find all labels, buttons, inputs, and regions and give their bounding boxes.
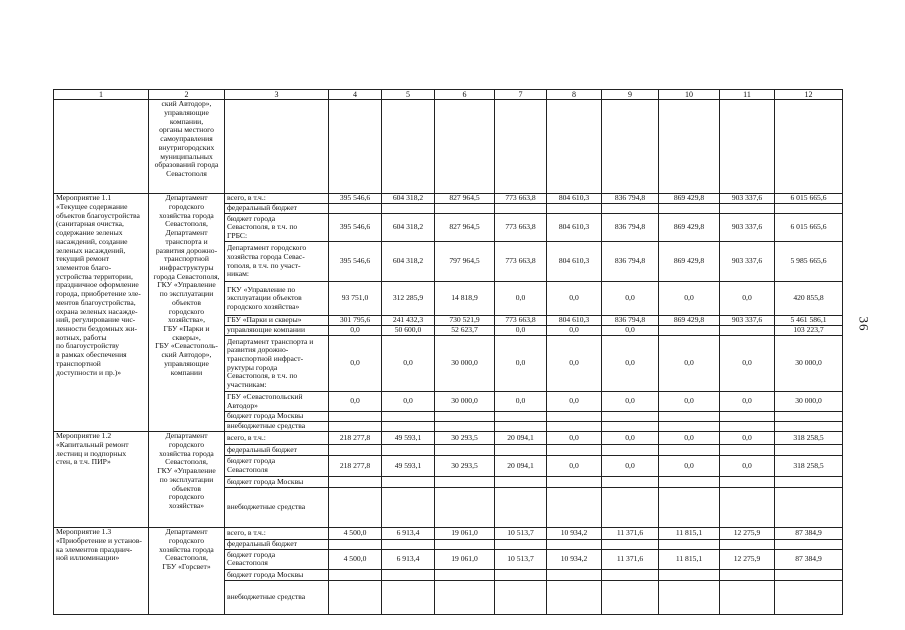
amount-cell	[775, 540, 843, 550]
amount-cell: 11 815,1	[659, 549, 720, 569]
amount-cell	[659, 412, 720, 422]
amount-cell: 6 015 665,6	[775, 214, 843, 242]
column-header: 8	[547, 90, 602, 100]
funding-source-cell: внебюджетные средства	[225, 488, 329, 528]
amount-cell: 87 384,9	[775, 528, 843, 540]
amount-cell: 318 258,5	[775, 456, 843, 477]
amount-cell	[775, 580, 843, 614]
table-row	[54, 528, 843, 540]
amount-cell: 869 429,8	[659, 194, 720, 204]
amount-cell: 773 663,8	[495, 316, 547, 326]
amount-cell	[775, 488, 843, 528]
amount-cell: 0,0	[547, 392, 602, 412]
amount-cell	[382, 488, 435, 528]
amount-cell	[602, 540, 659, 550]
empty-cell	[659, 100, 720, 194]
amount-cell: 836 794,8	[602, 214, 659, 242]
funding-source-cell: бюджет города Севастополя	[225, 456, 329, 477]
amount-cell	[329, 412, 382, 422]
amount-cell: 6 913,4	[382, 549, 435, 569]
amount-cell: 30 000,0	[435, 336, 495, 392]
amount-cell: 0,0	[495, 326, 547, 336]
column-header: 5	[382, 90, 435, 100]
amount-cell: 0,0	[547, 432, 602, 445]
amount-cell: 11 371,6	[602, 549, 659, 569]
measure-name-cell: Мероприятие 1.1 «Текущее содержание объектов благоустройства (санитарная очистка, содержание зеленых насаждений, создание зеленых насаждений, текущий ремонт элементов благо- устройства территории, праздничное оформление города, приобретение эле- ментов благоустройства, охрана зеленых насажде- ний, регулирование чис- ленности бездомных жи- вотных, работы по благоустройству в рамках обеспечения транспортной доступности и пр.)»	[54, 194, 149, 432]
amount-cell: 312 285,9	[382, 282, 435, 316]
amount-cell	[495, 204, 547, 214]
amount-cell: 797 964,5	[435, 242, 495, 282]
column-header: 9	[602, 90, 659, 100]
amount-cell: 903 337,6	[720, 316, 775, 326]
amount-cell	[382, 422, 435, 432]
amount-cell: 0,0	[659, 432, 720, 445]
amount-cell	[775, 204, 843, 214]
amount-cell	[329, 569, 382, 580]
table-row	[54, 432, 843, 445]
amount-cell	[720, 488, 775, 528]
amount-cell: 869 429,8	[659, 316, 720, 326]
amount-cell: 0,0	[382, 392, 435, 412]
amount-cell: 4 500,0	[329, 528, 382, 540]
funding-source-cell: федеральный бюджет	[225, 445, 329, 456]
funding-source-cell: бюджет города Москвы	[225, 412, 329, 422]
amount-cell: 804 610,3	[547, 316, 602, 326]
amount-cell	[775, 569, 843, 580]
amount-cell: 318 258,5	[775, 432, 843, 445]
amount-cell	[720, 580, 775, 614]
amount-cell: 52 623,7	[435, 326, 495, 336]
column-header: 6	[435, 90, 495, 100]
amount-cell	[547, 204, 602, 214]
empty-cell	[547, 100, 602, 194]
amount-cell: 903 337,6	[720, 194, 775, 204]
table-row	[54, 194, 843, 204]
amount-cell	[547, 445, 602, 456]
amount-cell: 804 610,3	[547, 242, 602, 282]
amount-cell: 20 094,1	[495, 456, 547, 477]
empty-cell	[775, 100, 843, 194]
amount-cell: 218 277,8	[329, 456, 382, 477]
amount-cell	[382, 477, 435, 488]
empty-cell	[495, 100, 547, 194]
amount-cell	[495, 412, 547, 422]
amount-cell: 301 795,6	[329, 316, 382, 326]
empty-cell	[720, 100, 775, 194]
empty-cell	[329, 100, 382, 194]
amount-cell	[547, 540, 602, 550]
amount-cell: 395 546,6	[329, 214, 382, 242]
funding-source-cell: внебюджетные средства	[225, 580, 329, 614]
empty-cell	[435, 100, 495, 194]
amount-cell: 827 964,5	[435, 214, 495, 242]
funding-source-cell: всего, в т.ч.:	[225, 194, 329, 204]
empty-cell	[225, 100, 329, 194]
amount-cell	[435, 445, 495, 456]
amount-cell: 0,0	[659, 336, 720, 392]
page-number: 36	[856, 316, 872, 332]
amount-cell: 0,0	[547, 456, 602, 477]
amount-cell	[495, 580, 547, 614]
amount-cell	[602, 488, 659, 528]
amount-cell	[720, 477, 775, 488]
funding-source-cell: бюджет города Севастополя	[225, 549, 329, 569]
amount-cell	[435, 204, 495, 214]
funding-source-cell: ГКУ «Управление по эксплуатации объектов городского хозяйства»	[225, 282, 329, 316]
amount-cell	[435, 477, 495, 488]
amount-cell	[602, 412, 659, 422]
amount-cell	[775, 477, 843, 488]
amount-cell	[602, 445, 659, 456]
amount-cell: 0,0	[659, 456, 720, 477]
amount-cell: 5 461 586,1	[775, 316, 843, 326]
executor-cell: ский Автодор», управляющие компании, органы местного самоуправления внутригородских муниципальных образований города Севастополя	[149, 100, 225, 194]
amount-cell: 604 318,2	[382, 194, 435, 204]
amount-cell: 0,0	[495, 336, 547, 392]
amount-cell: 604 318,2	[382, 214, 435, 242]
amount-cell	[547, 412, 602, 422]
amount-cell	[720, 412, 775, 422]
amount-cell: 218 277,8	[329, 432, 382, 445]
amount-cell: 50 600,0	[382, 326, 435, 336]
amount-cell	[659, 477, 720, 488]
amount-cell: 773 663,8	[495, 242, 547, 282]
amount-cell	[495, 488, 547, 528]
amount-cell: 395 546,6	[329, 242, 382, 282]
amount-cell	[602, 580, 659, 614]
amount-cell: 0,0	[602, 326, 659, 336]
amount-cell: 0,0	[547, 326, 602, 336]
amount-cell: 11 371,6	[602, 528, 659, 540]
amount-cell	[720, 326, 775, 336]
amount-cell	[435, 540, 495, 550]
amount-cell	[329, 540, 382, 550]
amount-cell: 87 384,9	[775, 549, 843, 569]
amount-cell: 804 610,3	[547, 194, 602, 204]
column-header: 11	[720, 90, 775, 100]
amount-cell: 0,0	[659, 392, 720, 412]
amount-cell	[547, 569, 602, 580]
funding-source-cell: ГБУ «Севастопольский Автодор»	[225, 392, 329, 412]
amount-cell	[495, 477, 547, 488]
amount-cell: 604 318,2	[382, 242, 435, 282]
amount-cell	[329, 445, 382, 456]
funding-source-cell: бюджет города Севастополя, в т.ч. по ГРБС:	[225, 214, 329, 242]
amount-cell: 30 000,0	[775, 336, 843, 392]
amount-cell: 420 855,8	[775, 282, 843, 316]
amount-cell	[435, 488, 495, 528]
funding-source-cell: ГБУ «Парки и скверы»	[225, 316, 329, 326]
funding-source-cell: федеральный бюджет	[225, 540, 329, 550]
amount-cell	[547, 477, 602, 488]
column-header: 7	[495, 90, 547, 100]
amount-cell: 10 934,2	[547, 549, 602, 569]
amount-cell: 30 000,0	[775, 392, 843, 412]
amount-cell	[382, 569, 435, 580]
funding-source-cell: Департамент городского хозяйства города Севас- тополя, в т.ч. по участ- никам:	[225, 242, 329, 282]
amount-cell: 0,0	[329, 326, 382, 336]
funding-source-cell: всего, в т.ч.:	[225, 432, 329, 445]
amount-cell	[495, 422, 547, 432]
amount-cell: 903 337,6	[720, 214, 775, 242]
amount-cell	[659, 204, 720, 214]
amount-cell	[495, 540, 547, 550]
amount-cell: 773 663,8	[495, 194, 547, 204]
amount-cell: 0,0	[382, 336, 435, 392]
amount-cell	[329, 488, 382, 528]
amount-cell: 12 275,9	[720, 549, 775, 569]
amount-cell: 0,0	[329, 336, 382, 392]
measure-name-cell: Мероприятие 1.2 «Капитальный ремонт лестниц и подпорных стен, в т.ч. ПИР»	[54, 432, 149, 528]
amount-cell: 19 061,0	[435, 528, 495, 540]
amount-cell	[382, 580, 435, 614]
amount-cell	[659, 569, 720, 580]
executor-cell: Департамент городского хозяйства города Севастополя, ГБУ «Горсвет»	[149, 528, 225, 615]
amount-cell: 103 223,7	[775, 326, 843, 336]
measure-name-cell	[54, 100, 149, 194]
amount-cell	[602, 477, 659, 488]
amount-cell	[720, 540, 775, 550]
amount-cell	[547, 580, 602, 614]
funding-source-cell: внебюджетные средства	[225, 422, 329, 432]
amount-cell	[659, 540, 720, 550]
amount-cell	[720, 204, 775, 214]
amount-cell	[435, 569, 495, 580]
amount-cell: 773 663,8	[495, 214, 547, 242]
amount-cell	[382, 204, 435, 214]
amount-cell: 6 913,4	[382, 528, 435, 540]
amount-cell: 827 964,5	[435, 194, 495, 204]
amount-cell: 0,0	[547, 282, 602, 316]
empty-cell	[382, 100, 435, 194]
amount-cell: 0,0	[602, 336, 659, 392]
amount-cell: 10 513,7	[495, 528, 547, 540]
amount-cell	[329, 204, 382, 214]
amount-cell	[495, 569, 547, 580]
executor-cell: Департамент городского хозяйства города Севастополя, ГКУ «Управление по эксплуатации объектов городского хозяйства»	[149, 432, 225, 528]
budget-table	[53, 89, 843, 615]
amount-cell	[602, 204, 659, 214]
amount-cell: 6 015 665,6	[775, 194, 843, 204]
amount-cell	[720, 445, 775, 456]
amount-cell: 0,0	[720, 336, 775, 392]
amount-cell: 0,0	[329, 392, 382, 412]
amount-cell: 19 061,0	[435, 549, 495, 569]
amount-cell	[329, 477, 382, 488]
amount-cell	[659, 422, 720, 432]
amount-cell: 0,0	[547, 336, 602, 392]
amount-cell	[495, 445, 547, 456]
amount-cell	[720, 422, 775, 432]
column-header: 4	[329, 90, 382, 100]
amount-cell	[547, 488, 602, 528]
amount-cell: 4 500,0	[329, 549, 382, 569]
amount-cell: 0,0	[602, 456, 659, 477]
amount-cell	[659, 580, 720, 614]
column-header: 2	[149, 90, 225, 100]
amount-cell: 0,0	[495, 282, 547, 316]
amount-cell	[329, 580, 382, 614]
amount-cell: 0,0	[720, 456, 775, 477]
funding-source-cell: управляющие компании	[225, 326, 329, 336]
amount-cell: 30 293,5	[435, 456, 495, 477]
amount-cell: 0,0	[495, 392, 547, 412]
amount-cell: 30 293,5	[435, 432, 495, 445]
amount-cell	[547, 422, 602, 432]
column-header: 3	[225, 90, 329, 100]
amount-cell: 0,0	[602, 282, 659, 316]
amount-cell: 903 337,6	[720, 242, 775, 282]
column-header: 1	[54, 90, 149, 100]
amount-cell	[602, 569, 659, 580]
amount-cell	[659, 326, 720, 336]
funding-source-cell: федеральный бюджет	[225, 204, 329, 214]
amount-cell	[775, 445, 843, 456]
amount-cell: 0,0	[602, 432, 659, 445]
amount-cell: 5 985 665,6	[775, 242, 843, 282]
amount-cell: 836 794,8	[602, 316, 659, 326]
measure-name-cell: Мероприятие 1.3 «Приобретение и установ- ка элементов празднич- ной иллюминации»	[54, 528, 149, 615]
amount-cell	[435, 580, 495, 614]
amount-cell: 836 794,8	[602, 194, 659, 204]
funding-source-cell: бюджет города Москвы	[225, 477, 329, 488]
amount-cell	[659, 445, 720, 456]
amount-cell: 14 818,9	[435, 282, 495, 316]
amount-cell: 10 513,7	[495, 549, 547, 569]
amount-cell	[720, 569, 775, 580]
amount-cell: 804 610,3	[547, 214, 602, 242]
column-header: 12	[775, 90, 843, 100]
header-row	[54, 90, 843, 100]
amount-cell	[435, 412, 495, 422]
column-header: 10	[659, 90, 720, 100]
amount-cell: 30 000,0	[435, 392, 495, 412]
amount-cell: 0,0	[720, 282, 775, 316]
executor-cell: Департамент городского хозяйства города Севастополя, Департамент транспорта и развития дорожно- транспортной инфраструктуры города Севастополя, ГКУ «Управление по эксплуатации объектов городского хозяйства», ГБУ «Парки и скверы», ГБУ «Севастополь- ский Автодор», управляющие компании	[149, 194, 225, 432]
continuation-row	[54, 100, 843, 194]
amount-cell: 11 815,1	[659, 528, 720, 540]
amount-cell: 836 794,8	[602, 242, 659, 282]
amount-cell	[775, 422, 843, 432]
amount-cell: 241 432,3	[382, 316, 435, 326]
funding-source-cell: бюджет города Москвы	[225, 569, 329, 580]
amount-cell: 395 546,6	[329, 194, 382, 204]
amount-cell: 0,0	[720, 432, 775, 445]
funding-source-cell: всего, в т.ч.:	[225, 528, 329, 540]
amount-cell: 10 934,2	[547, 528, 602, 540]
amount-cell	[435, 422, 495, 432]
funding-source-cell: Департамент транспорта и развития дорожно- транспортной инфраст- руктуры города Севастополя, в т.ч. по участникам:	[225, 336, 329, 392]
amount-cell: 869 429,8	[659, 242, 720, 282]
amount-cell	[775, 412, 843, 422]
amount-cell: 869 429,8	[659, 214, 720, 242]
empty-cell	[602, 100, 659, 194]
amount-cell: 0,0	[602, 392, 659, 412]
amount-cell: 49 593,1	[382, 456, 435, 477]
amount-cell: 0,0	[720, 392, 775, 412]
amount-cell	[382, 445, 435, 456]
amount-cell	[329, 422, 382, 432]
amount-cell: 730 521,9	[435, 316, 495, 326]
amount-cell: 20 094,1	[495, 432, 547, 445]
amount-cell: 0,0	[659, 282, 720, 316]
amount-cell	[659, 488, 720, 528]
amount-cell: 12 275,9	[720, 528, 775, 540]
amount-cell	[602, 422, 659, 432]
amount-cell: 49 593,1	[382, 432, 435, 445]
amount-cell: 93 751,0	[329, 282, 382, 316]
amount-cell	[382, 412, 435, 422]
amount-cell	[382, 540, 435, 550]
